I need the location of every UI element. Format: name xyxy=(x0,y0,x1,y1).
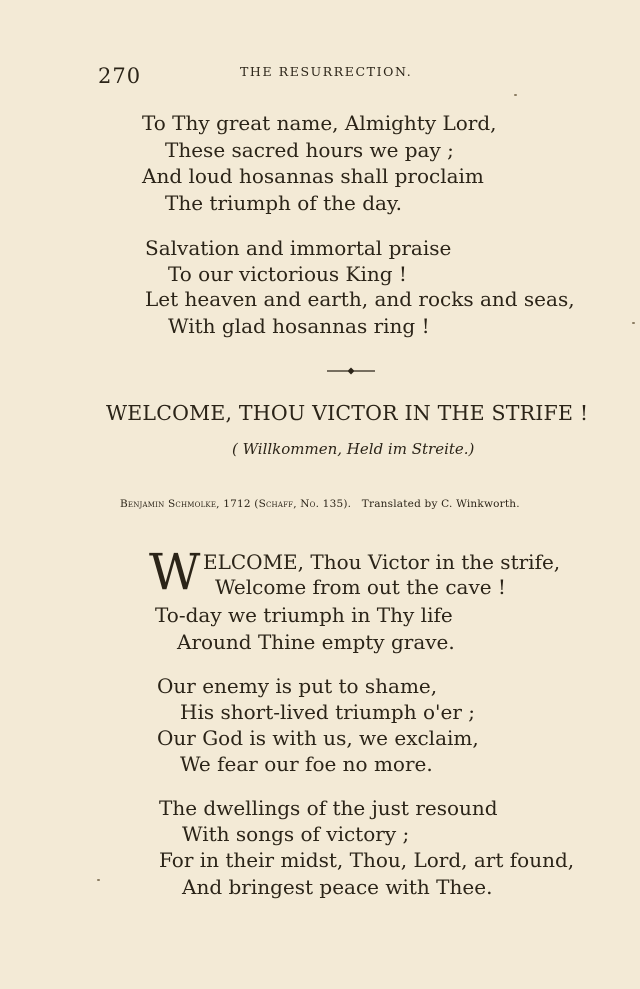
verse-line: With glad hosannas ring ! xyxy=(168,314,430,338)
verse-line: To our victorious King ! xyxy=(168,262,407,286)
paper-speck xyxy=(97,879,100,881)
running-head: THE RESURRECTION. xyxy=(240,64,413,79)
translator-credit: Translated by C. Winkworth. xyxy=(361,498,520,510)
verse-line: Salvation and immortal praise xyxy=(145,236,452,260)
verse-line: His short-lived triumph o'er ; xyxy=(180,700,475,724)
verse-line: And loud hosannas shall proclaim xyxy=(142,164,484,188)
drop-cap: W xyxy=(149,543,201,601)
section-divider-ornament xyxy=(327,367,375,375)
author-credit: Benjamin Schmolke, 1712 (Schaff, No. 135). xyxy=(120,498,352,510)
paper-speck xyxy=(514,94,517,96)
verse-line: Our enemy is put to shame, xyxy=(157,674,438,698)
hymn-attribution xyxy=(120,498,520,510)
hymn-title: WELCOME, THOU VICTOR IN THE STRIFE ! xyxy=(106,401,589,425)
verse-line: The dwellings of the just resound xyxy=(159,796,498,820)
first-line-rest: Thou Victor in the strife, xyxy=(310,550,561,574)
verse-line: To-day we triumph in Thy life xyxy=(155,603,453,627)
verse-line: Let heaven and earth, and rocks and seas, xyxy=(145,287,575,311)
verse-line: For in their midst, Thou, Lord, art found, xyxy=(159,848,575,872)
verse-line: To Thy great name, Almighty Lord, xyxy=(142,111,497,135)
first-word: ELCOME, xyxy=(203,550,305,574)
page-number: 270 xyxy=(98,64,142,88)
hymn-original-title: ( Willkommen, Held im Streite.) xyxy=(232,440,475,458)
verse-line: Welcome from out the cave ! xyxy=(215,575,506,599)
verse-line: Our God is with us, we exclaim, xyxy=(157,726,479,750)
verse-line: We fear our foe no more. xyxy=(180,752,433,776)
verse-line: With songs of victory ; xyxy=(182,822,410,846)
verse-line: And bringest peace with Thee. xyxy=(182,875,493,899)
verse-line-first xyxy=(203,550,560,574)
verse-line: These sacred hours we pay ; xyxy=(165,138,454,162)
verse-line: The triumph of the day. xyxy=(165,191,402,215)
paper-speck xyxy=(632,322,635,324)
verse-line: Around Thine empty grave. xyxy=(177,630,455,654)
